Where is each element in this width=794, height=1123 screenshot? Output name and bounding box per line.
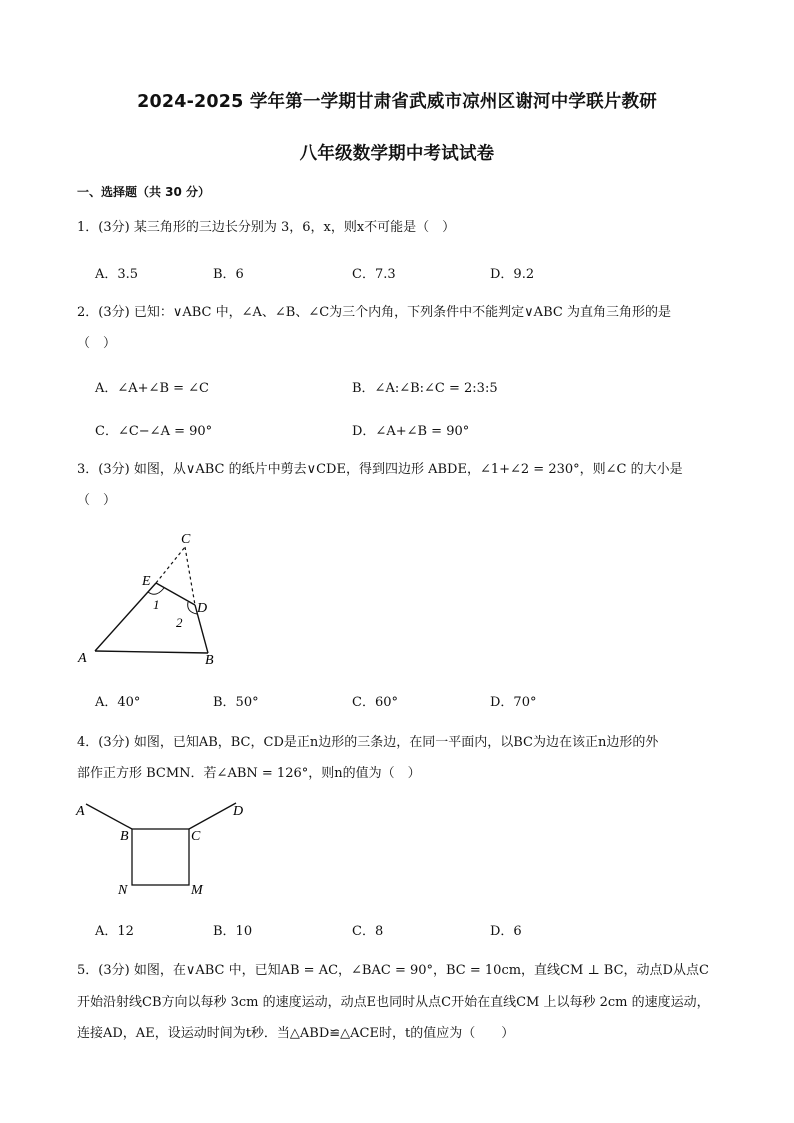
q3-option-a: A．40° bbox=[95, 695, 141, 710]
q4-option-d: D．6 bbox=[490, 924, 522, 939]
question-3-line2: （ ） bbox=[77, 493, 117, 508]
question-4-line1: 4．(3分) 如图，已知AB，BC，CD是正n边形的三条边，在同一平面内，以BC为边在该正n边形的外 bbox=[77, 735, 659, 750]
q3-label-1: 1 bbox=[153, 597, 160, 612]
q4-edge-ab bbox=[86, 804, 132, 829]
q4-label-n: N bbox=[118, 883, 128, 898]
q2-option-b: B．∠A:∠B:∠C = 2:3:5 bbox=[352, 381, 498, 396]
q3-label-2: 2 bbox=[176, 615, 183, 630]
q4-label-c: C bbox=[191, 829, 201, 844]
question-4-line2: 部作正方形 BCMN．若∠ABN = 126°，则n的值为（ ） bbox=[77, 766, 421, 781]
q2-option-c: C．∠C−∠A = 90° bbox=[95, 424, 213, 439]
question-5-line3: 连接AD，AE，设运动时间为t秒．当△ABD≌△ACE时，t的值应为（ ） bbox=[77, 1026, 515, 1041]
q3-label-d: D bbox=[197, 601, 208, 616]
q1-option-d: D．9.2 bbox=[490, 267, 535, 282]
q4-label-a: A bbox=[76, 804, 85, 819]
q4-option-c: C．8 bbox=[352, 924, 384, 939]
q3-dashed-ec bbox=[156, 547, 185, 583]
q3-option-b: B．50° bbox=[213, 695, 259, 710]
question-2-line1: 2．(3分) 已知：∨ABC 中，∠A、∠B、∠C为三个内角，下列条件中不能判定∨ABC 为直角三角形的是 bbox=[77, 305, 671, 320]
q1-option-b: B．6 bbox=[213, 267, 244, 282]
q4-option-a: A．12 bbox=[95, 924, 134, 939]
q1-option-c: C．7.3 bbox=[352, 267, 396, 282]
q3-dashed-cd bbox=[185, 547, 195, 605]
q3-edge-ed bbox=[156, 583, 195, 605]
q3-label-c: C bbox=[181, 532, 191, 547]
exam-title-line1: 2024-2025 学年第一学期甘肃省武威市凉州区谢河中学联片教研 bbox=[137, 92, 657, 112]
q4-option-b: B．10 bbox=[213, 924, 253, 939]
q3-edge-ae bbox=[95, 583, 156, 651]
question-3-line1: 3．(3分) 如图，从∨ABC 的纸片中剪去∨CDE，得到四边形 ABDE，∠1+∠2 = 230°，则∠C 的大小是 bbox=[77, 462, 683, 477]
q3-option-c: C．60° bbox=[352, 695, 398, 710]
question-1: 1．(3分) 某三角形的三边长分别为 3，6，x，则x不可能是（ ） bbox=[77, 220, 456, 235]
question-5-line2: 开始沿射线CB方向以每秒 3cm 的速度运动，动点E也同时从点C开始在直线CM 上以每秒 2cm 的速度运动， bbox=[77, 995, 710, 1010]
q3-option-d: D．70° bbox=[490, 695, 537, 710]
q2-option-a: A．∠A+∠B = ∠C bbox=[95, 381, 210, 396]
q1-option-a: A．3.5 bbox=[95, 267, 139, 282]
q3-label-e: E bbox=[142, 574, 151, 589]
q3-label-b: B bbox=[205, 653, 214, 668]
question-2-line2: （ ） bbox=[77, 336, 117, 351]
q4-square-bcmn bbox=[132, 829, 189, 885]
q3-edge-ab bbox=[95, 651, 208, 653]
q3-figure bbox=[70, 530, 230, 670]
question-5-line1: 5．(3分) 如图，在∨ABC 中，已知AB = AC，∠BAC = 90°，BC = 10cm，直线CM ⊥ BC，动点D从点C bbox=[77, 963, 709, 978]
q3-label-a: A bbox=[78, 651, 87, 666]
q2-option-d: D．∠A+∠B = 90° bbox=[352, 424, 470, 439]
q4-edge-cd bbox=[189, 803, 236, 829]
exam-title-line2: 八年级数学期中考试试卷 bbox=[299, 144, 495, 164]
q4-label-b: B bbox=[120, 829, 129, 844]
q4-figure bbox=[70, 798, 260, 903]
section-heading-choice: 一、选择题（共 30 分） bbox=[77, 185, 211, 199]
q4-label-m: M bbox=[191, 883, 203, 898]
q4-label-d: D bbox=[233, 804, 244, 819]
